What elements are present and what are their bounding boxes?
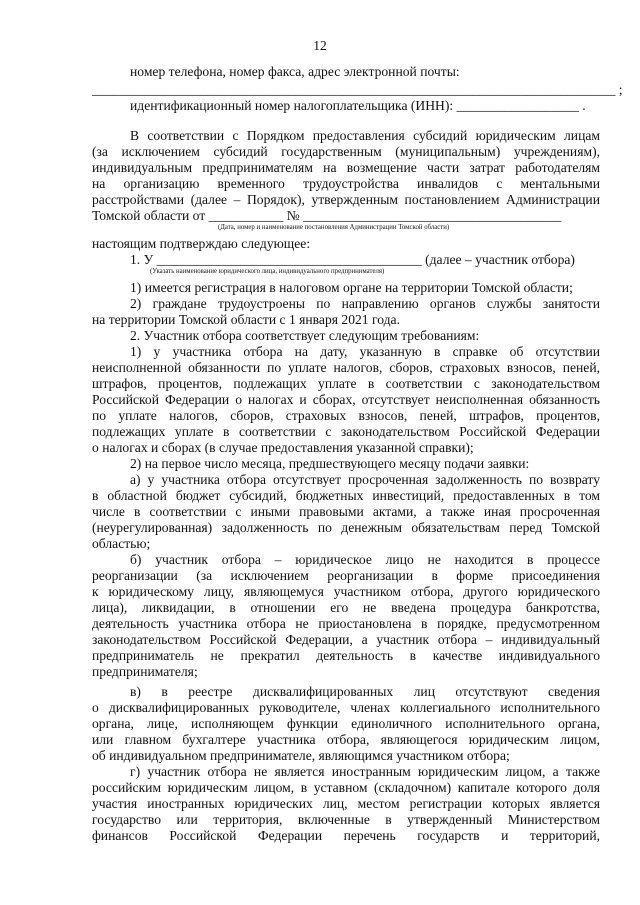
text-line: на организацию временного трудоустройства инвалидов с ментальными [92, 176, 600, 191]
text-line: Томской области от ___________ № ______________________________________ [92, 208, 562, 223]
text-line: _____________________________________________________________________________ ; [92, 82, 623, 97]
text-line: б) участник отбора – юридическое лицо не находится в процессе [130, 552, 600, 567]
text-line: индивидуальным предпринимателям на возмещение части затрат работодателям [92, 160, 600, 175]
text-line: числе в соответствии с иными правовыми актами, а также иная просроченная [92, 504, 600, 519]
text-line: на территории Томской области с 1 января 2021 года. [92, 312, 400, 327]
page-number: 12 [313, 38, 327, 53]
text-line: подлежащих уплате в соответствии с законодательством Российской Федерации [92, 424, 600, 439]
text-line: Российской Федерации о налогах и сборах, отсутствует неисполненная обязанность [92, 392, 600, 407]
text-line: или главном бухгалтере участника отбора, являющегося юридическим лицом, [92, 732, 600, 747]
text-line: лица), ликвидации, в отношении его не введена процедура банкротства, [92, 600, 600, 615]
text-line: финансов Российской Федерации перечень государств и территорий, [92, 828, 600, 843]
text-line: в) в реестре дисквалифицированных лиц отсутствуют сведения [130, 684, 600, 699]
text-line: законодательством Российской Федерации, а участник отбора – индивидуальный [92, 632, 600, 647]
text-line: государство или территория, включенные в утвержденный Министерством [92, 812, 600, 827]
text-line: штрафов, процентов, подлежащих уплате в соответствии с законодательством [92, 376, 600, 391]
text-line: 2) на первое число месяца, предшествующего месяцу подачи заявки: [130, 456, 530, 471]
text-line: областью; [92, 536, 151, 551]
text-line: номер телефона, номер факса, адрес электронной почты: [130, 64, 460, 79]
text-line: к юридическому лицу, являющемуся участником отбора, другого юридического [92, 584, 600, 599]
text-line: о дисквалифицированных руководителе, членах коллегиального исполнительного [92, 700, 600, 715]
text-line: об индивидуальном предпринимателе, являющимся участником отбора; [92, 748, 510, 763]
text-line: 1. У _______________________________________ (далее – участник отбора) [130, 252, 575, 267]
text-line: 2) граждане трудоустроены по направлению органов службы занятости [130, 296, 600, 311]
text-line: в областной бюджет субсидий, бюджетных инвестиций, предоставленных в том [92, 488, 600, 503]
text-line: (за исключением субсидий государственным (муниципальным) учреждениям), [92, 144, 600, 159]
text-line: органа, лице, исполняющем функции единоличного исполнительного органа, [92, 716, 600, 731]
text-line: г) участник отбора не является иностранным юридическим лицом, а также [130, 764, 600, 779]
text-line: деятельность участника отбора не приостановлена в порядке, предусмотренном [92, 616, 600, 631]
resolution-caption: (Дата, номер и наименование постановления Администрации Томской области) [218, 224, 450, 231]
text-line: идентификационный номер налогоплательщика (ИНН): __________________ . [130, 98, 586, 113]
text-line: расстройствами (далее – Порядок), утвержденным постановлением Администрации [92, 192, 600, 207]
text-line: реорганизации (за исключением реорганизации в форме присоединения [92, 568, 600, 583]
text-line: настоящим подтверждаю следующее: [92, 236, 311, 251]
text-line: 2. Участник отбора соответствует следующим требованиям: [130, 328, 480, 343]
text-line: российским юридическим лицом, в уставном (складочном) капитале которого доля [92, 780, 600, 795]
text-line: (неурегулированная) задолженность по денежным обязательствам перед Томской [92, 520, 600, 535]
text-line: неисполненной обязанности по уплате налогов, сборов, страховых взносов, пеней, [92, 360, 600, 375]
text-line: В соответствии с Порядком предоставления субсидий юридическим лицам [130, 128, 600, 143]
text-line: а) у участника отбора отсутствует просроченная задолженность по возврату [130, 472, 600, 487]
text-line: о налогах и сборах (в случае предоставления указанной справки); [92, 440, 474, 455]
text-line: участия иностранных юридических лиц, местом регистрации которых является [92, 796, 600, 811]
text-line: предпринимателя; [92, 664, 198, 679]
text-line: 1) имеется регистрация в налоговом органе на территории Томской области; [130, 280, 573, 295]
text-line: 1) у участника отбора на дату, указанную в справке об отсутствии [130, 344, 600, 359]
text-line: предприниматель не прекратил деятельность в качестве индивидуального [92, 648, 600, 663]
entity-caption: (Указать наименование юридического лица, индивидуального предпринимателя) [150, 268, 385, 275]
text-line: по уплате налогов, сборов, страховых взносов, пеней, штрафов, процентов, [92, 408, 600, 423]
